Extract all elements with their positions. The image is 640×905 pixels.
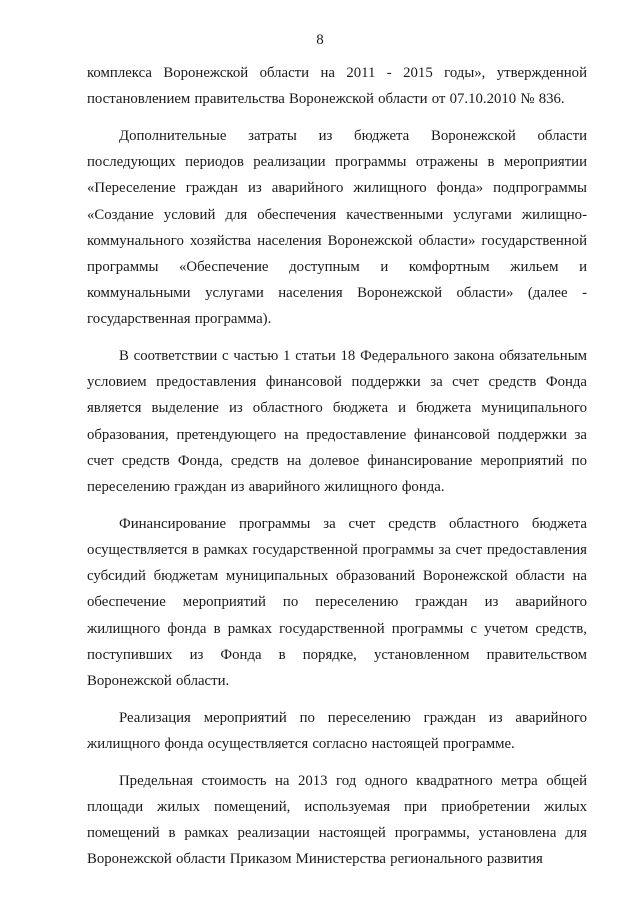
document-body <box>87 60 587 872</box>
paragraph-federal-law-condition: В соответствии с частью 1 статьи 18 Федерального закона обязательным условием предоставления финансовой поддержки за счет средств Фонда является выделение из областного бюджета и бюджета муниципального образования, претендующего на предоставление финансовой поддержки за счет средств Фонда, средств на долевое финансирование мероприятий по переселению граждан из аварийного жилищного фонда. <box>87 348 587 496</box>
paragraph-additional-costs: Дополнительные затраты из бюджета Воронежской области последующих периодов реализации программы отражены в мероприятии «Переселение граждан из аварийного жилищного фонда» подпрограммы «Создание условий для обеспечения качественными услугами жилищно-коммунального хозяйства населения Воронежской области» государственной программы «Обеспечение доступным и комфортным жильем и коммунальными услугами населения Воронежской области» (далее - государственная программа). <box>87 127 587 328</box>
page-number: 8 <box>316 32 324 48</box>
paragraph-regional-financing: Финансирование программы за счет средств областного бюджета осуществляется в рамках государственной программы за счет предоставления субсидий бюджетам муниципальных образований Воронежской области на обеспечение мероприятий по переселению граждан из аварийного жилищного фонда в рамках государственной программы с учетом средств, поступивших из Фонда в порядке, установленном правительством Воронежской области. <box>87 515 587 689</box>
paragraph-price-limit: Предельная стоимость на 2013 год одного квадратного метра общей площади жилых помещений, используемая при приобретении жилых помещений в рамках реализации настоящей программы, установлена для Воронежской области Приказом Министерства регионального развития <box>87 772 587 868</box>
paragraph-implementation: Реализация мероприятий по переселению граждан из аварийного жилищного фонда осуществляется согласно настоящей программе. <box>87 709 587 752</box>
paragraph-continuation: комплекса Воронежской области на 2011 - 2015 годы», утвержденной постановлением правительства Воронежской области от 07.10.2010 № 836. <box>87 65 587 108</box>
